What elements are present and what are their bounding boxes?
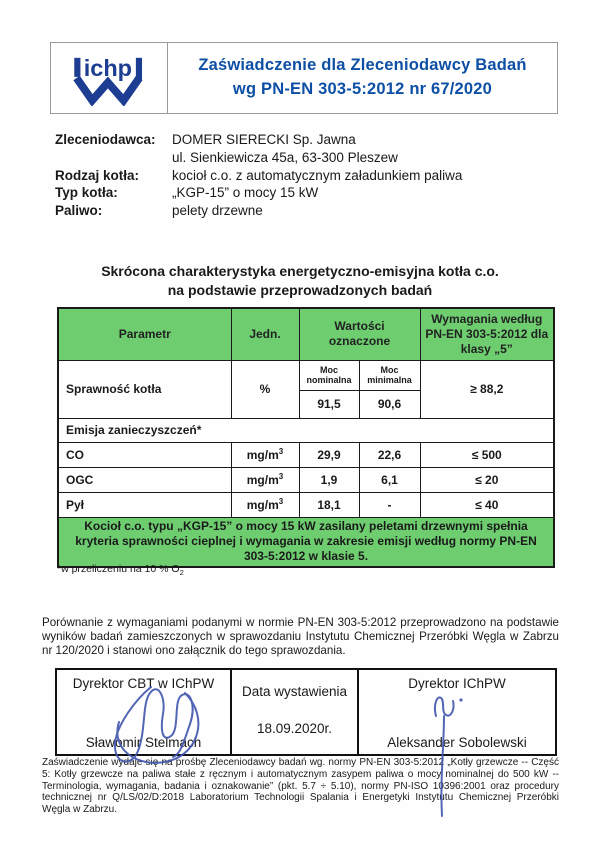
results-table [57,307,555,568]
date-label: Data wystawienia [241,684,348,699]
emission-requirement: ≤ 40 [420,492,554,517]
emission-unit [231,467,299,492]
unit-sup: 3 [278,472,284,481]
header-jedn: Jedn. [231,308,299,360]
info-label: Zleceniodawca: [55,132,156,147]
left-signer-name: Sławomir Stelmach [85,735,202,750]
table-header-row [58,308,554,360]
efficiency-unit: % [231,360,299,418]
info-row-rodzaj-kotla [55,167,560,185]
col-moc-nominalna: Moc nominalna [299,360,359,390]
header-box [50,42,558,114]
efficiency-nominal: 91,5 [299,390,359,418]
emission-minimal: - [359,492,420,517]
emission-nominal: 18,1 [299,492,359,517]
emission-minimal: 6,1 [359,467,420,492]
efficiency-label: Sprawność kotła [58,360,231,418]
date-value: 18.09.2020r. [256,721,333,736]
info-row-paliwo [55,202,560,220]
footer-note: Zaświadczenie wydaje się na prośbę Zleceniodawcy badań wg. normy PN-EN 303-5:2012 „Kotły grzewcze -- Część 5: Kotły grzewcze na paliwa stałe z ręcznym i automatycznym zasypem paliwa o mocy nominalnej do 500 kW -- Terminologia, wymagania, badania i oznakowanie” (pkt. 5.7 ÷ 5.10), normy PN-ISO 10396:2001 oraz procedury technicznej nr Q/LS/02/D:2018 Laboratorium Technologii Spalania i Energetyki Instytutu Chemicznej Przeróbki Węgla w Zabrzu. [42,757,559,816]
footnote-sub: 2 [179,568,184,578]
left-signer-title: Dyrektor CBT w IChPW [72,676,215,691]
conclusion-row [58,517,554,567]
info-value: DOMER SIERECKI Sp. Jawna [172,132,356,147]
info-row-zleceniodawca [55,131,560,149]
info-value: kocioł c.o. z automatycznym załadunkiem paliwa [172,167,463,183]
emission-requirement: ≤ 500 [420,442,554,467]
emission-nominal: 1,9 [299,467,359,492]
emission-unit [231,492,299,517]
info-label [55,149,172,167]
emission-name: CO [58,442,231,467]
client-info [55,131,560,220]
title-line-1: Zaświadczenie dla Zleceniodawcy Badań [198,56,527,75]
info-label: Paliwo: [55,203,103,219]
emission-nominal: 29,9 [299,442,359,467]
efficiency-subheader-row [58,360,554,390]
info-label: Rodzaj kotła: [55,167,140,183]
unit-base: mg/m [246,498,279,512]
emissions-header: Emisja zanieczyszczeń* [58,418,554,442]
emission-row-co [58,442,554,467]
header-wymagania: Wymagania według PN-EN 303-5:2012 dla klasy „5” [420,308,554,360]
emission-minimal: 22,6 [359,442,420,467]
col-moc-minimalna: Moc minimalna [359,360,420,390]
info-row-typ-kotla [55,184,560,202]
comparison-paragraph: Porównanie z wymaganiami podanymi w normie PN-EN 303-5:2012 przeprowadzono na podstawie wyników badań zamieszczonych w sprawozdaniu Instytutu Chemicznej Przeróbki Węgla w Zabrzu nr 120/2020 i stanowi ono załącznik do tego sprawozdania. [42,616,559,657]
efficiency-requirement: ≥ 88,2 [420,360,554,418]
info-value: ul. Sienkiewicza 45a, 63-300 Pleszew [172,149,398,165]
footnote-text: *w przeliczeniu na 10 % O [57,563,180,575]
unit-sup: 3 [278,447,284,456]
info-label: Typ kotła: [55,185,118,201]
emission-name: Pył [58,492,231,517]
unit-base: mg/m [246,448,279,462]
signature-cell-right [358,669,556,755]
section-title-line-2: na podstawie przeprowadzonych badań [167,281,433,298]
header-wartosci: Wartości oznaczone [299,308,420,360]
emission-row-ogc [58,467,554,492]
info-row-address [55,149,560,167]
emissions-header-row [58,418,554,442]
signature-table [55,668,557,756]
header-parametr: Parametr [58,308,231,360]
unit-base: mg/m [246,473,279,487]
section-title [0,262,600,300]
info-value: pelety drzewne [172,203,263,219]
date-cell [231,669,358,755]
conclusion-text: Kocioł c.o. typu „KGP-15” o mocy 15 kW zasilany peletami drzewnymi spełnia kryteria sprawności cieplnej i wymagania w zakresie emisji według normy PN-EN 303-5:2012 w klasie 5. [58,517,554,567]
info-value: „KGP-15” o mocy 15 kW [172,185,319,201]
emission-requirement: ≤ 20 [420,467,554,492]
right-signer-name: Aleksander Sobolewski [387,735,527,750]
section-title-line-1: Skrócona charakterystyka energetyczno-emisyjna kotła c.o. [101,263,499,279]
ichpw-logo-icon [66,50,152,106]
signature-cell-left [56,669,231,755]
emission-row-pyl [58,492,554,517]
document-title [168,43,557,113]
emission-name: OGC [58,467,231,492]
unit-sup: 3 [278,497,284,506]
footnote [57,563,184,577]
emission-unit [231,442,299,467]
right-signer-title: Dyrektor IChPW [408,676,506,691]
logo-text: ichp [83,54,133,81]
efficiency-minimal: 90,6 [359,390,420,418]
logo-cell [51,43,168,113]
title-line-2: wg PN-EN 303-5:2012 nr 67/2020 [232,80,493,98]
